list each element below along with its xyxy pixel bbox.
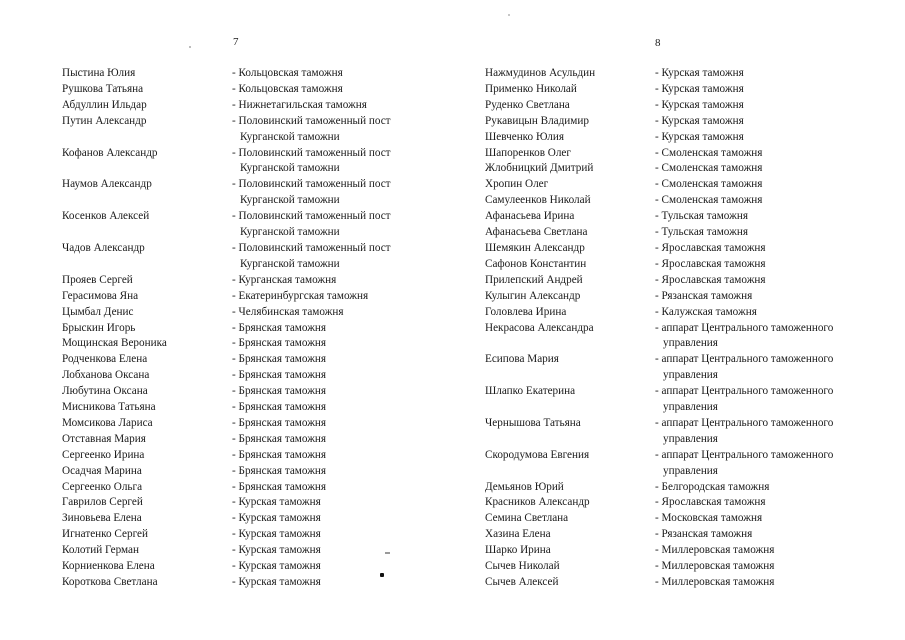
assignment-line: - Брянская таможня <box>232 480 327 493</box>
person-name: Корниенкова Елена <box>62 560 155 573</box>
person-name: Прояев Сергей <box>62 273 133 286</box>
person-name: Применко Николай <box>485 82 577 95</box>
assignment <box>232 400 452 416</box>
assignment-line: - Тульская таможня <box>655 210 748 223</box>
assignment-line: - Ярославская таможня <box>655 241 766 254</box>
assignment-line: - Брянская таможня <box>232 337 327 350</box>
assignment-line: - Брянская таможня <box>232 432 327 445</box>
assignment <box>232 352 452 368</box>
assignment-line: - Ярославская таможня <box>655 496 766 509</box>
scan-speck <box>385 552 390 554</box>
page-number: 8 <box>655 37 661 49</box>
assignment-line: - Половинский таможенный пост <box>232 146 391 159</box>
person-name: Родченкова Елена <box>62 353 148 366</box>
assignment-line: - аппарат Центрального таможенного <box>655 416 834 429</box>
list-item <box>485 511 890 527</box>
assignment <box>232 241 452 273</box>
assignment <box>655 527 890 543</box>
assignment <box>232 432 452 448</box>
assignment <box>232 511 452 527</box>
assignment <box>655 543 890 559</box>
list-item <box>62 98 452 114</box>
list-item <box>62 336 452 352</box>
assignment-line: - Брянская таможня <box>232 353 327 366</box>
list-item <box>62 416 452 432</box>
person-name: Пыстина Юлия <box>62 67 136 79</box>
person-name: Герасимова Яна <box>62 289 139 302</box>
list-item <box>62 511 452 527</box>
list-item <box>62 432 452 448</box>
person-name: Красников Александр <box>485 496 590 509</box>
person-name: Момсикова Лариса <box>62 416 153 429</box>
person-name: Жлобницкий Дмитрий <box>485 162 594 175</box>
assignment <box>232 336 452 352</box>
assignment-line: - Миллеровская таможня <box>655 560 775 573</box>
assignment-line: - Ярославская таможня <box>655 257 766 270</box>
person-name: Колотий Герман <box>62 544 139 557</box>
list-item <box>485 575 890 591</box>
person-name: Прилепский Андрей <box>485 273 583 286</box>
person-name: Лобханова Оксана <box>62 369 150 382</box>
assignment <box>655 161 890 177</box>
assignment-line-continued: управления <box>663 401 718 414</box>
assignment <box>655 98 890 114</box>
assignment-line: - Кольцовская таможня <box>232 82 343 95</box>
list-item <box>62 66 452 82</box>
assignment-line: - Половинский таможенный пост <box>232 210 391 223</box>
assignment-line: - Челябинская таможня <box>232 305 344 318</box>
person-name: Любутина Оксана <box>62 385 148 398</box>
list-item <box>62 400 452 416</box>
assignment <box>232 273 452 289</box>
person-name: Цымбал Денис <box>62 305 134 318</box>
assignment <box>232 384 452 400</box>
assignment <box>655 146 890 162</box>
person-name: Скородумова Евгения <box>485 448 590 461</box>
assignment <box>232 114 452 146</box>
assignment <box>232 177 452 209</box>
list-item <box>485 225 890 241</box>
list-item <box>62 82 452 98</box>
assignment-line: - Тульская таможня <box>655 226 748 239</box>
list-item <box>485 480 890 496</box>
assignment-line: - Рязанская таможня <box>655 289 753 302</box>
assignment <box>232 209 452 241</box>
assignment <box>655 448 890 480</box>
person-name: Руденко Светлана <box>485 98 570 111</box>
assignment-line: - аппарат Центрального таможенного <box>655 321 834 334</box>
person-name: Осадчая Марина <box>62 464 142 477</box>
person-name: Шапоренков Олег <box>485 146 571 159</box>
assignment-line: - Курганская таможня <box>232 273 337 286</box>
assignment <box>655 559 890 575</box>
person-name: Рушкова Татьяна <box>62 82 144 95</box>
assignment-line: - Московская таможня <box>655 512 763 525</box>
scan-speck <box>189 46 191 48</box>
assignment <box>655 225 890 241</box>
assignment-line: - Белгородская таможня <box>655 480 770 493</box>
assignment-line: - аппарат Центрального таможенного <box>655 448 834 461</box>
assignment-line: - аппарат Центрального таможенного <box>655 353 834 366</box>
person-name: Игнатенко Сергей <box>62 528 148 541</box>
person-name: Зиновьева Елена <box>62 512 142 525</box>
list-item <box>62 495 452 511</box>
list-item <box>62 273 452 289</box>
assignment-line: - Миллеровская таможня <box>655 544 775 557</box>
list-item <box>62 352 452 368</box>
assignment-line: - Нижнетагильская таможня <box>232 98 367 111</box>
person-name: Семина Светлана <box>485 512 569 525</box>
assignment <box>655 321 890 353</box>
person-name: Афанасьева Ирина <box>485 210 575 223</box>
assignment <box>655 480 890 496</box>
assignment <box>232 146 452 178</box>
person-name: Кофанов Александр <box>62 146 158 159</box>
person-name: Демьянов Юрий <box>485 480 564 493</box>
assignment-line: - Курская таможня <box>655 130 744 143</box>
person-name: Чернышова Татьяна <box>485 416 581 429</box>
list-item <box>62 543 452 559</box>
assignment-line: - Брянская таможня <box>232 369 327 382</box>
list-item <box>62 305 452 321</box>
entries-list-page-8 <box>485 66 890 591</box>
assignment-line: - Кольцовская таможня <box>232 67 343 79</box>
list-item <box>62 177 452 209</box>
list-item <box>62 289 452 305</box>
list-item <box>485 321 890 353</box>
person-name: Некрасова Александра <box>485 321 594 334</box>
person-name: Абдуллин Ильдар <box>62 98 147 111</box>
person-name: Косенков Алексей <box>62 210 150 223</box>
assignment-line: - Ярославская таможня <box>655 273 766 286</box>
person-name: Сычев Алексей <box>485 576 559 588</box>
assignment <box>655 495 890 511</box>
list-item <box>485 559 890 575</box>
assignment-line: - Екатеринбургская таможня <box>232 289 369 302</box>
person-name: Шарко Ирина <box>485 544 551 557</box>
person-name: Кулыгин Александр <box>485 289 581 302</box>
list-item <box>62 480 452 496</box>
list-item <box>485 273 890 289</box>
assignment-line: - Курская таможня <box>232 576 321 588</box>
list-item <box>62 146 452 178</box>
assignment-line-continued: Курганской таможни <box>240 226 340 239</box>
list-item <box>62 241 452 273</box>
list-item <box>485 130 890 146</box>
person-name: Брыскин Игорь <box>62 321 136 334</box>
person-name: Путин Александр <box>62 114 147 127</box>
scan-speck <box>508 14 510 16</box>
list-item <box>62 321 452 337</box>
assignment-line: - Курская таможня <box>655 67 744 79</box>
assignment <box>232 66 452 82</box>
list-item <box>485 289 890 305</box>
assignment-line: - Смоленская таможня <box>655 194 763 207</box>
person-name: Нажмудинов Асульдин <box>485 67 596 79</box>
assignment <box>655 241 890 257</box>
assignment-line: - Курская таможня <box>655 82 744 95</box>
assignment-line: - Калужская таможня <box>655 305 757 318</box>
person-name: Мощинская Вероника <box>62 337 167 350</box>
assignment-line: - Курская таможня <box>232 528 321 541</box>
assignment-line: - Курская таможня <box>232 560 321 573</box>
assignment <box>232 98 452 114</box>
assignment-line: - Брянская таможня <box>232 401 327 414</box>
assignment <box>655 384 890 416</box>
entries-list-page-7 <box>62 66 452 591</box>
list-item <box>62 448 452 464</box>
assignment <box>655 130 890 146</box>
assignment-line-continued: управления <box>663 337 718 350</box>
assignment <box>655 193 890 209</box>
assignment-line: - Брянская таможня <box>232 321 327 334</box>
list-item <box>62 464 452 480</box>
assignment-line: - аппарат Центрального таможенного <box>655 385 834 398</box>
assignment <box>655 352 890 384</box>
person-name: Есипова Мария <box>485 353 559 366</box>
assignment-line: - Брянская таможня <box>232 416 327 429</box>
assignment-line: - Курская таможня <box>655 98 744 111</box>
assignment <box>655 177 890 193</box>
list-item <box>62 209 452 241</box>
list-item <box>62 368 452 384</box>
person-name: Шевченко Юлия <box>485 130 565 143</box>
list-item <box>485 416 890 448</box>
list-item <box>485 114 890 130</box>
list-item <box>485 305 890 321</box>
assignment <box>232 82 452 98</box>
assignment-line-continued: управления <box>663 432 718 445</box>
person-name: Рукавицын Владимир <box>485 114 589 127</box>
assignment-line-continued: Курганской таможни <box>240 162 340 175</box>
person-name: Сергеенко Ольга <box>62 480 143 493</box>
person-name: Афанасьева Светлана <box>485 226 588 239</box>
assignment-line: - Смоленская таможня <box>655 178 763 191</box>
assignment-line: - Брянская таможня <box>232 385 327 398</box>
list-item <box>62 527 452 543</box>
assignment <box>232 575 452 591</box>
list-item <box>485 66 890 82</box>
assignment <box>655 66 890 82</box>
list-item <box>485 257 890 273</box>
assignment <box>655 82 890 98</box>
assignment <box>232 559 452 575</box>
list-item <box>485 448 890 480</box>
list-item <box>485 82 890 98</box>
person-name: Наумов Александр <box>62 178 152 191</box>
assignment-line: - Брянская таможня <box>232 464 327 477</box>
assignment <box>655 575 890 591</box>
assignment-line-continued: управления <box>663 369 718 382</box>
list-item <box>485 495 890 511</box>
assignment-line: - Смоленская таможня <box>655 162 763 175</box>
person-name: Шлапко Екатерина <box>485 385 576 398</box>
assignment-line: - Половинский таможенный пост <box>232 114 391 127</box>
list-item <box>485 241 890 257</box>
list-item <box>485 161 890 177</box>
assignment <box>232 527 452 543</box>
person-name: Самулеенков Николай <box>485 194 591 207</box>
assignment-line: - Курская таможня <box>232 496 321 509</box>
assignment-line: - Курская таможня <box>232 512 321 525</box>
list-item <box>62 559 452 575</box>
page-number: 7 <box>233 36 239 48</box>
list-item <box>62 575 452 591</box>
assignment-line: - Рязанская таможня <box>655 528 753 541</box>
person-name: Сычев Николай <box>485 560 560 573</box>
person-name: Сергеенко Ирина <box>62 448 145 461</box>
assignment-line-continued: Курганской таможни <box>240 257 340 270</box>
list-item <box>485 384 890 416</box>
list-item <box>62 384 452 400</box>
scan-speck <box>380 573 384 577</box>
list-item <box>485 209 890 225</box>
assignment-line: - Курская таможня <box>655 114 744 127</box>
list-item <box>62 114 452 146</box>
person-name: Хропин Олег <box>485 178 549 191</box>
person-name: Шемякин Александр <box>485 241 585 254</box>
assignment <box>232 321 452 337</box>
person-name: Головлева Ирина <box>485 305 567 318</box>
assignment <box>655 114 890 130</box>
assignment-line-continued: Курганской таможни <box>240 194 340 207</box>
person-name: Сафонов Константин <box>485 257 587 270</box>
list-item <box>485 527 890 543</box>
list-item <box>485 146 890 162</box>
assignment <box>232 289 452 305</box>
assignment <box>655 305 890 321</box>
assignment <box>655 257 890 273</box>
assignment <box>232 480 452 496</box>
list-item <box>485 177 890 193</box>
list-item <box>485 352 890 384</box>
assignment-line-continued: управления <box>663 464 718 477</box>
assignment <box>655 209 890 225</box>
assignment-line: - Брянская таможня <box>232 448 327 461</box>
assignment <box>232 368 452 384</box>
assignment-line: - Половинский таможенный пост <box>232 241 391 254</box>
person-name: Короткова Светлана <box>62 576 158 588</box>
list-item <box>485 193 890 209</box>
person-name: Гаврилов Сергей <box>62 496 143 509</box>
assignment-line: - Смоленская таможня <box>655 146 763 159</box>
assignment <box>232 464 452 480</box>
assignment <box>232 448 452 464</box>
person-name: Мисникова Татьяна <box>62 401 156 414</box>
assignment <box>655 273 890 289</box>
assignment <box>655 511 890 527</box>
person-name: Отставная Мария <box>62 432 146 445</box>
assignment-line: - Половинский таможенный пост <box>232 178 391 191</box>
assignment-line: - Миллеровская таможня <box>655 576 775 588</box>
person-name: Чадов Александр <box>62 241 145 254</box>
assignment-line-continued: Курганской таможни <box>240 130 340 143</box>
assignment <box>655 416 890 448</box>
assignment <box>232 305 452 321</box>
assignment <box>232 543 452 559</box>
list-item <box>485 98 890 114</box>
assignment-line: - Курская таможня <box>232 544 321 557</box>
person-name: Хазина Елена <box>485 528 551 541</box>
assignment <box>232 495 452 511</box>
list-item <box>485 543 890 559</box>
assignment <box>232 416 452 432</box>
assignment <box>655 289 890 305</box>
